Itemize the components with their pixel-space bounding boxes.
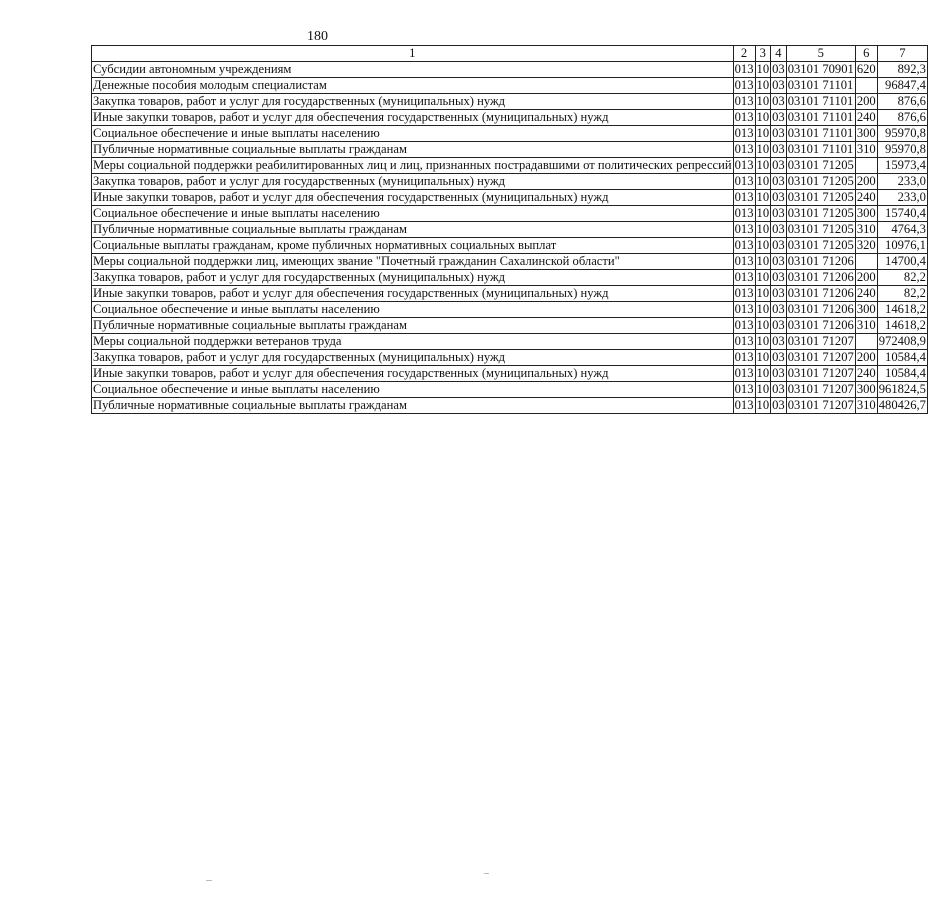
target-article-code: 03101 71101	[787, 110, 854, 124]
section-code: 10	[756, 110, 770, 124]
target-article-code: 03101 71207	[787, 366, 854, 380]
target-article-code: 03101 71207	[787, 382, 854, 396]
target-article-code: 03101 71206	[787, 270, 854, 284]
target-article-code: 03101 71207	[787, 334, 854, 348]
subsection-code: 03	[772, 286, 785, 300]
amount: 14618,2	[877, 318, 927, 334]
section-code: 10	[756, 398, 770, 412]
admin-code: 013	[734, 190, 754, 204]
item-name: Публичные нормативные социальные выплаты гражданам	[92, 222, 734, 238]
expense-type-code: 240	[856, 190, 876, 204]
column-header: 2	[733, 46, 755, 62]
column-header: 4	[771, 46, 787, 62]
amount: 892,3	[877, 62, 927, 78]
admin-code: 013	[734, 126, 754, 140]
admin-code: 013	[734, 286, 754, 300]
amount: 15740,4	[877, 206, 927, 222]
table-row	[92, 158, 928, 174]
expense-type-code	[855, 254, 877, 270]
item-name: Социальное обеспечение и иные выплаты населению	[92, 206, 734, 222]
section-code: 10	[756, 366, 770, 380]
admin-code: 013	[734, 350, 754, 364]
amount: 876,6	[877, 110, 927, 126]
target-article-code: 03101 71205	[787, 158, 854, 172]
admin-code: 013	[734, 366, 754, 380]
admin-code: 013	[734, 318, 754, 332]
subsection-code: 03	[772, 62, 785, 76]
target-article-code: 03101 71101	[787, 142, 854, 156]
table-row	[92, 190, 928, 206]
target-article-code: 03101 71207	[787, 350, 854, 364]
subsection-code: 03	[772, 270, 785, 284]
expense-type-code	[855, 158, 877, 174]
table-row	[92, 286, 928, 302]
admin-code: 013	[734, 398, 754, 412]
section-code: 10	[756, 222, 770, 236]
expense-type-code: 200	[856, 174, 876, 188]
section-code: 10	[756, 318, 770, 332]
expense-type-code	[855, 334, 877, 350]
admin-code: 013	[734, 110, 754, 124]
expense-type-code: 300	[856, 302, 876, 316]
section-code: 10	[756, 302, 770, 316]
amount: 96847,4	[877, 78, 927, 94]
target-article-code: 03101 71101	[787, 126, 854, 140]
table-body	[92, 62, 928, 414]
admin-code: 013	[734, 62, 754, 76]
subsection-code: 03	[772, 206, 785, 220]
amount: 961824,5	[878, 382, 926, 396]
expense-type-code: 310	[856, 142, 876, 156]
column-header: 1	[92, 46, 734, 62]
target-article-code: 03101 71205	[787, 206, 854, 220]
subsection-code: 03	[772, 174, 785, 188]
admin-code: 013	[734, 222, 754, 236]
item-name: Иные закупки товаров, работ и услуг для обеспечения государственных (муниципальных) нужд	[92, 286, 734, 302]
subsection-code: 03	[772, 126, 785, 140]
column-header: 6	[855, 46, 877, 62]
amount: 972408,9	[878, 334, 926, 348]
section-code: 10	[756, 270, 770, 284]
table-row	[92, 254, 928, 270]
expense-type-code: 200	[856, 350, 876, 364]
section-code: 10	[756, 190, 770, 204]
table-row	[92, 366, 928, 382]
section-code: 10	[756, 206, 770, 220]
item-name: Закупка товаров, работ и услуг для государственных (муниципальных) нужд	[92, 94, 734, 110]
item-name: Закупка товаров, работ и услуг для государственных (муниципальных) нужд	[92, 350, 734, 366]
amount: 10584,4	[877, 350, 927, 366]
target-article-code: 03101 71205	[787, 222, 854, 236]
admin-code: 013	[734, 158, 754, 172]
section-code: 10	[756, 382, 770, 396]
amount: 14700,4	[877, 254, 927, 270]
table-row	[92, 382, 928, 398]
scan-artifact	[206, 880, 212, 881]
expense-type-code: 240	[856, 366, 876, 380]
expense-type-code: 300	[856, 206, 876, 220]
section-code: 10	[756, 334, 770, 348]
admin-code: 013	[734, 254, 754, 268]
item-name: Публичные нормативные социальные выплаты гражданам	[92, 142, 734, 158]
table-row	[92, 302, 928, 318]
section-code: 10	[756, 174, 770, 188]
admin-code: 013	[734, 238, 754, 252]
target-article-code: 03101 71207	[787, 398, 854, 412]
amount: 233,0	[877, 190, 927, 206]
expense-type-code: 300	[856, 126, 876, 140]
amount: 95970,8	[877, 126, 927, 142]
expense-type-code	[855, 78, 877, 94]
subsection-code: 03	[772, 94, 785, 108]
section-code: 10	[756, 238, 770, 252]
table-row	[92, 334, 928, 350]
subsection-code: 03	[772, 142, 785, 156]
expense-type-code: 310	[856, 318, 876, 332]
table-row	[92, 110, 928, 126]
table-row	[92, 270, 928, 286]
target-article-code: 03101 71101	[787, 78, 854, 92]
section-code: 10	[756, 142, 770, 156]
item-name: Закупка товаров, работ и услуг для государственных (муниципальных) нужд	[92, 270, 734, 286]
item-name: Социальное обеспечение и иные выплаты населению	[92, 382, 734, 398]
amount: 82,2	[877, 286, 927, 302]
target-article-code: 03101 71206	[787, 286, 854, 300]
amount: 82,2	[877, 270, 927, 286]
section-code: 10	[756, 94, 770, 108]
amount: 4764,3	[877, 222, 927, 238]
item-name: Закупка товаров, работ и услуг для государственных (муниципальных) нужд	[92, 174, 734, 190]
amount: 480426,7	[878, 398, 926, 412]
subsection-code: 03	[772, 350, 785, 364]
admin-code: 013	[734, 334, 754, 348]
item-name: Социальные выплаты гражданам, кроме публичных нормативных социальных выплат	[92, 238, 734, 254]
subsection-code: 03	[772, 222, 785, 236]
admin-code: 013	[734, 270, 754, 284]
item-name: Меры социальной поддержки ветеранов труда	[92, 334, 734, 350]
admin-code: 013	[734, 142, 754, 156]
target-article-code: 03101 71101	[787, 94, 854, 108]
column-header: 5	[786, 46, 855, 62]
column-header: 7	[877, 46, 927, 62]
target-article-code: 03101 71206	[787, 254, 854, 268]
amount: 233,0	[877, 174, 927, 190]
table-row	[92, 222, 928, 238]
item-name: Меры социальной поддержки лиц, имеющих звание "Почетный гражданин Сахалинской области"	[92, 254, 734, 270]
item-name: Субсидии автономным учреждениям	[92, 62, 734, 78]
amount: 876,6	[877, 94, 927, 110]
item-name: Публичные нормативные социальные выплаты гражданам	[92, 398, 734, 414]
table-row	[92, 318, 928, 334]
expense-type-code: 200	[856, 94, 876, 108]
expense-type-code: 310	[856, 398, 876, 412]
amount: 95970,8	[877, 142, 927, 158]
admin-code: 013	[734, 302, 754, 316]
table-row	[92, 238, 928, 254]
amount: 15973,4	[877, 158, 927, 174]
target-article-code: 03101 71205	[787, 190, 854, 204]
column-header: 3	[755, 46, 771, 62]
target-article-code: 03101 71206	[787, 302, 854, 316]
subsection-code: 03	[772, 334, 785, 348]
admin-code: 013	[734, 94, 754, 108]
item-name: Иные закупки товаров, работ и услуг для обеспечения государственных (муниципальных) нужд	[92, 110, 734, 126]
subsection-code: 03	[772, 190, 785, 204]
subsection-code: 03	[772, 254, 785, 268]
section-code: 10	[756, 78, 770, 92]
section-code: 10	[756, 126, 770, 140]
section-code: 10	[756, 62, 770, 76]
expense-type-code: 240	[856, 110, 876, 124]
table-row	[92, 78, 928, 94]
admin-code: 013	[734, 174, 754, 188]
table-row	[92, 142, 928, 158]
target-article-code: 03101 70901	[787, 62, 854, 76]
target-article-code: 03101 71206	[787, 318, 854, 332]
amount: 10976,1	[877, 238, 927, 254]
table-row	[92, 62, 928, 78]
admin-code: 013	[734, 78, 754, 92]
subsection-code: 03	[772, 302, 785, 316]
subsection-code: 03	[772, 110, 785, 124]
subsection-code: 03	[772, 398, 785, 412]
section-code: 10	[756, 254, 770, 268]
expense-type-code: 200	[856, 270, 876, 284]
target-article-code: 03101 71205	[787, 174, 854, 188]
expense-type-code: 240	[856, 286, 876, 300]
admin-code: 013	[734, 206, 754, 220]
item-name: Социальное обеспечение и иные выплаты населению	[92, 302, 734, 318]
expense-type-code: 620	[856, 62, 876, 76]
amount: 10584,4	[877, 366, 927, 382]
table-row	[92, 206, 928, 222]
page-number: 180	[307, 29, 328, 44]
scan-artifact	[484, 873, 489, 874]
admin-code: 013	[734, 382, 754, 396]
subsection-code: 03	[772, 158, 785, 172]
amount: 14618,2	[877, 302, 927, 318]
section-code: 10	[756, 158, 770, 172]
table-row	[92, 350, 928, 366]
item-name: Денежные пособия молодым специалистам	[92, 78, 734, 94]
table-row	[92, 94, 928, 110]
item-name: Меры социальной поддержки реабилитированных лиц и лиц, признанных пострадавшими от политических репрессий	[93, 158, 732, 172]
item-name: Иные закупки товаров, работ и услуг для обеспечения государственных (муниципальных) нужд	[92, 366, 734, 382]
table-row	[92, 398, 928, 414]
expense-type-code: 320	[856, 238, 876, 252]
budget-table	[91, 45, 928, 414]
item-name: Публичные нормативные социальные выплаты гражданам	[92, 318, 734, 334]
subsection-code: 03	[772, 238, 785, 252]
subsection-code: 03	[772, 382, 785, 396]
expense-type-code: 310	[856, 222, 876, 236]
item-name: Социальное обеспечение и иные выплаты населению	[92, 126, 734, 142]
subsection-code: 03	[772, 366, 785, 380]
expense-type-code: 300	[856, 382, 876, 396]
table-row	[92, 126, 928, 142]
section-code: 10	[756, 350, 770, 364]
item-name: Иные закупки товаров, работ и услуг для обеспечения государственных (муниципальных) нужд	[92, 190, 734, 206]
subsection-code: 03	[772, 78, 785, 92]
column-number-row	[92, 46, 928, 62]
table-row	[92, 174, 928, 190]
section-code: 10	[756, 286, 770, 300]
target-article-code: 03101 71205	[787, 238, 854, 252]
subsection-code: 03	[772, 318, 785, 332]
